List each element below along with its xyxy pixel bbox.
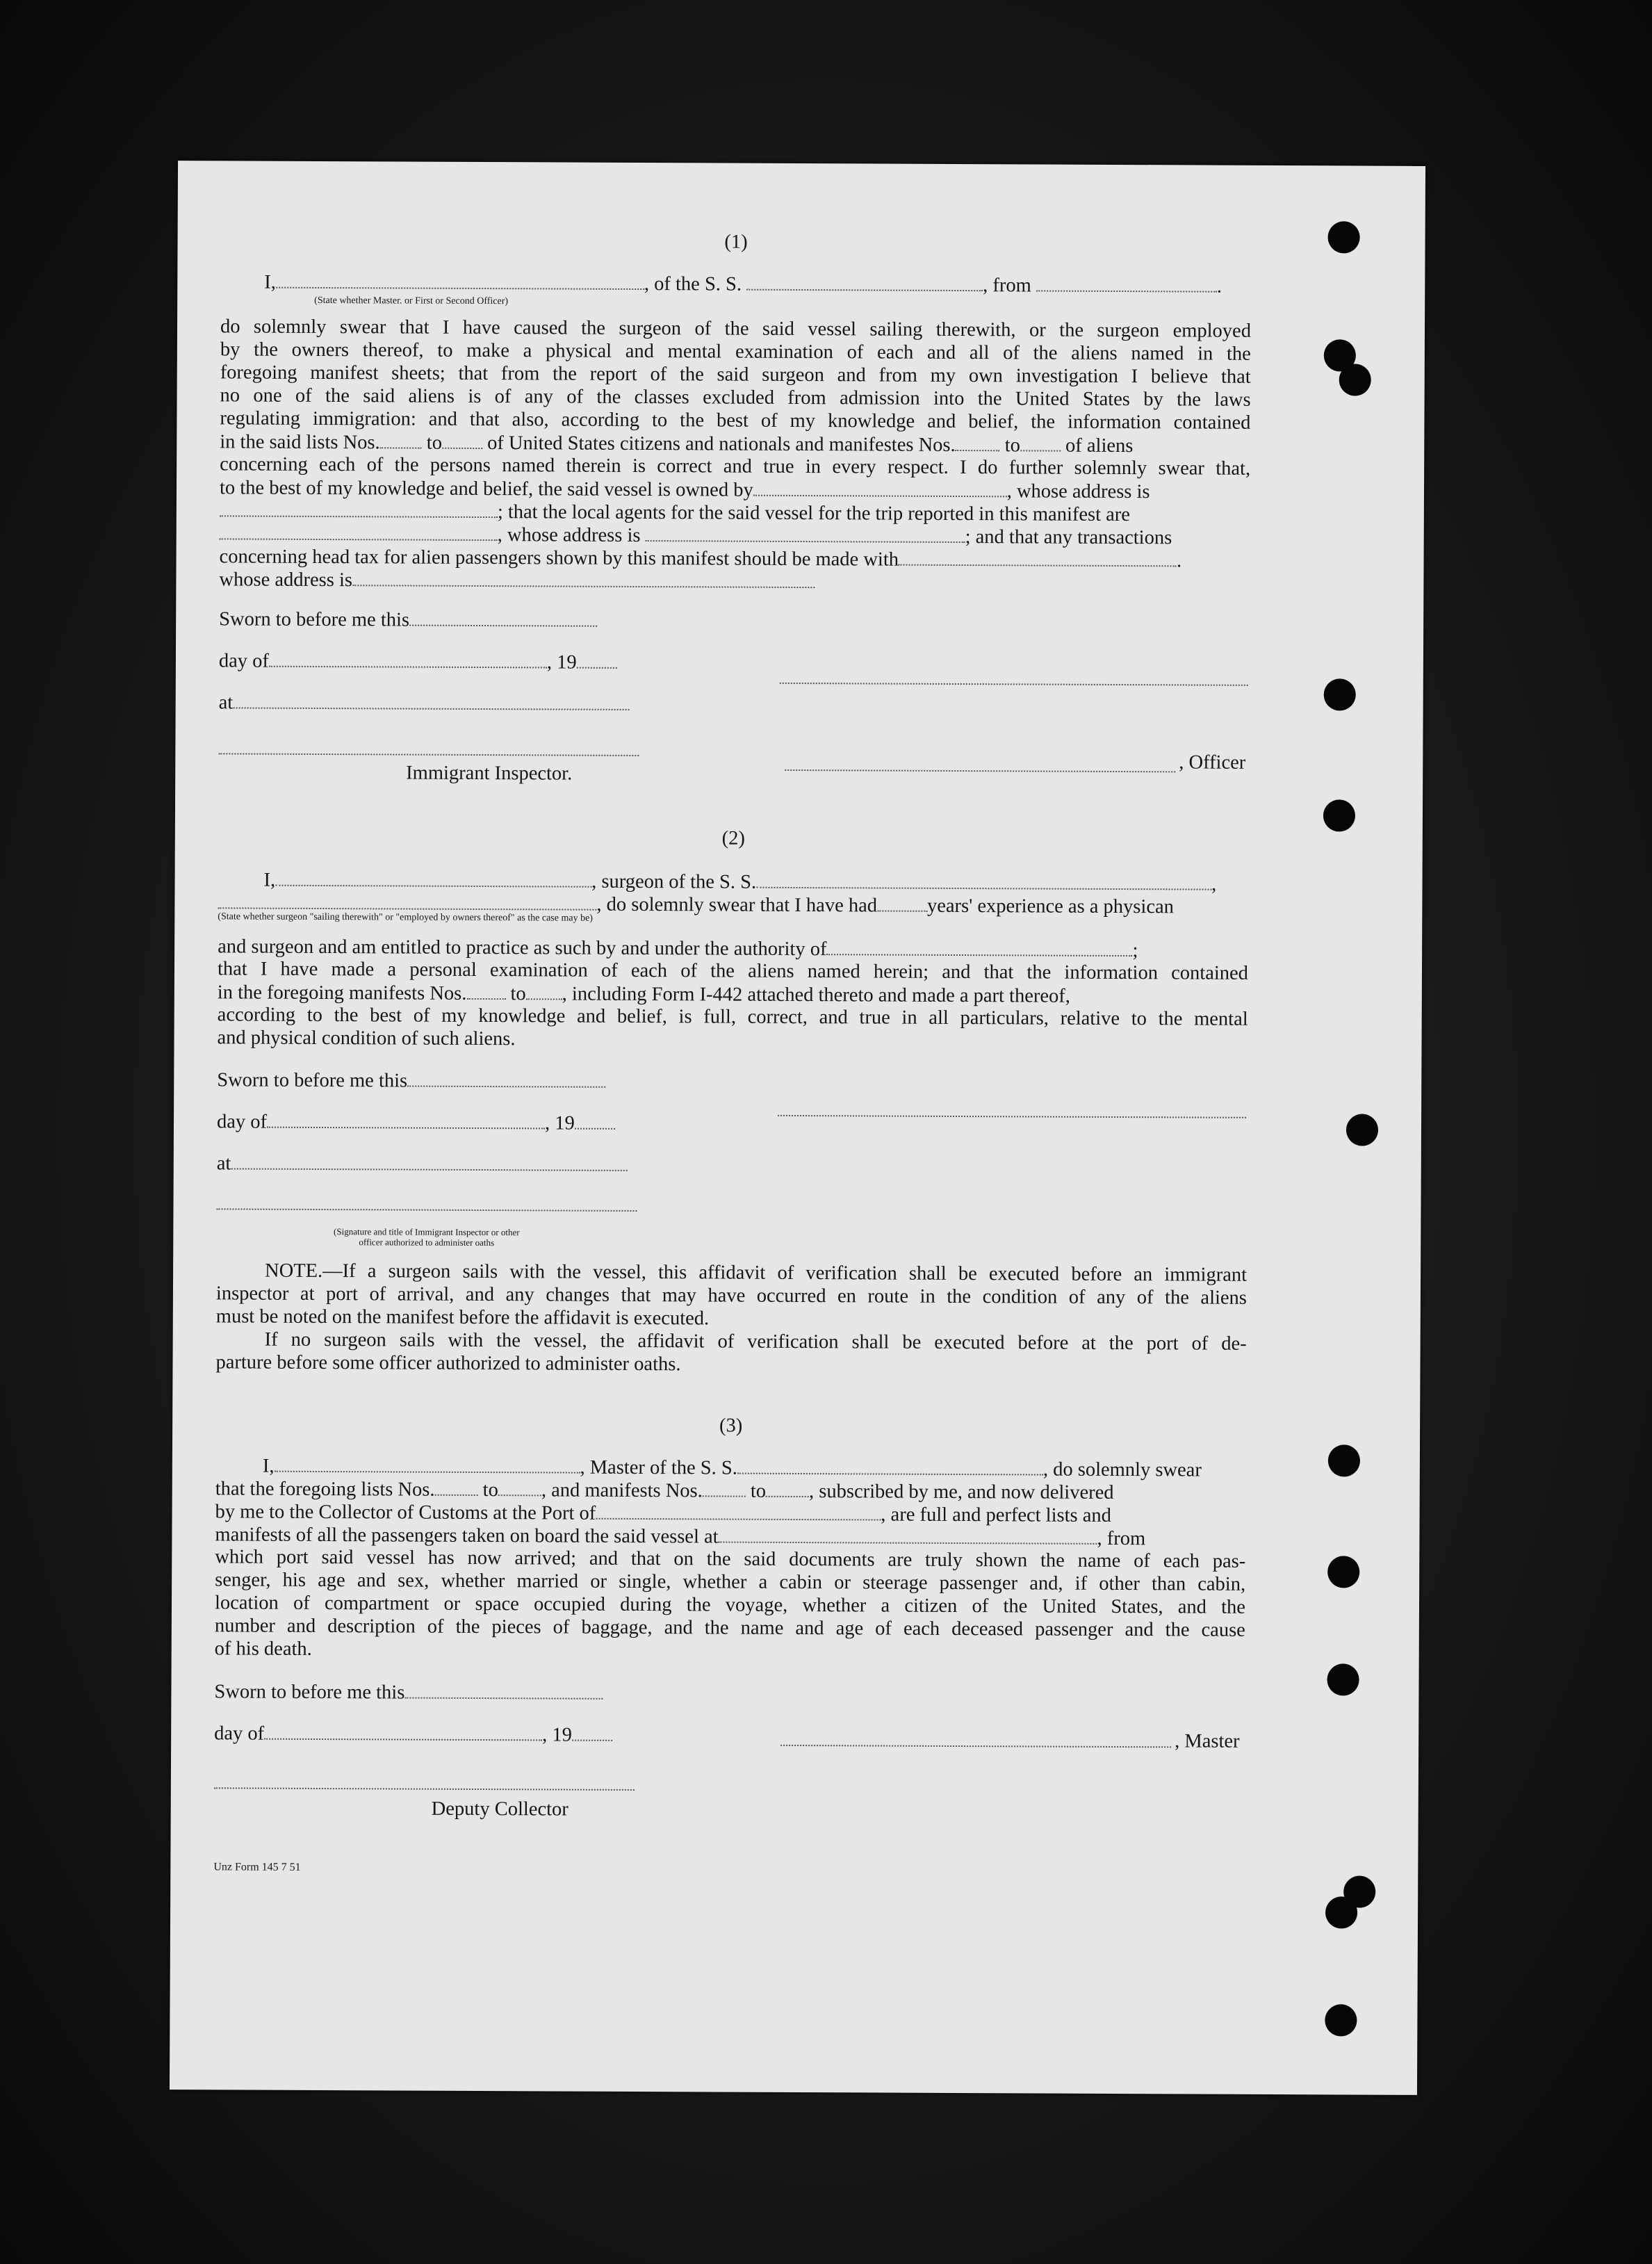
sec1-from-label: , from — [983, 275, 1031, 297]
sworn-day-field[interactable] — [404, 1681, 603, 1700]
sec2-semicolon: ; — [1132, 940, 1138, 962]
year-field[interactable] — [577, 651, 617, 669]
transactions-label: ; and that any transactions — [965, 526, 1172, 549]
sec1-para-line: by the owners thereof, to make a physical and mental examination of each and all of the aliens named in the — [220, 339, 1251, 365]
note-line: inspector at port of arrival, and any changes that may have occurred en route in the condition of any of the aliens — [215, 1282, 1248, 1309]
day-of-label: day of — [216, 1111, 268, 1133]
sec1-sworn — [219, 607, 597, 632]
binder-hole — [1339, 364, 1371, 396]
year-label: , 19 — [546, 651, 577, 674]
binder-hole — [1323, 799, 1355, 831]
agents-label: ; that the local agents for the said vessel for the trip reported in this manifest are — [497, 501, 1131, 526]
year-field[interactable] — [575, 1111, 615, 1130]
section-2-heading: (2) — [721, 827, 745, 849]
sec1-i: I, — [264, 271, 276, 293]
at-label: at — [216, 1153, 231, 1175]
binder-hole — [1346, 1114, 1378, 1146]
sec1-period: . — [1176, 550, 1182, 572]
surgeon-ship-field[interactable] — [756, 870, 1211, 890]
surgeon-status-field[interactable] — [218, 890, 596, 910]
surgeon-signature-line[interactable] — [778, 1114, 1246, 1118]
swear-label: , do solemnly swear — [1042, 1458, 1202, 1481]
sec3-para-line: of his death. — [214, 1638, 312, 1660]
from-port-field[interactable] — [1036, 273, 1217, 292]
month-field[interactable] — [267, 1110, 545, 1130]
to-label: to — [510, 983, 526, 1005]
month-field[interactable] — [269, 649, 547, 669]
sec1-para-line: foregoing manifest sheets; that from the report of the said surgeon and from my own investigation I believe that — [220, 361, 1251, 388]
years-label: years' experience as a physican — [926, 895, 1174, 918]
master-ss-label: , Master of the S. S. — [580, 1456, 737, 1479]
sec1-para-line: regulating immigration: and that also, according to the best of my knowledge and belief, the information contained — [220, 407, 1251, 434]
sec2-comma: , — [1211, 873, 1217, 895]
to-label: to — [482, 1479, 498, 1501]
aliens-label: of aliens — [1065, 434, 1134, 457]
at-label: at — [218, 692, 234, 714]
address-label: whose address is — [219, 569, 353, 592]
day-of-label: day of — [214, 1723, 265, 1745]
list-no-from-field[interactable] — [380, 430, 422, 448]
master-signature-line[interactable] — [780, 1743, 1171, 1748]
sworn-day-field[interactable] — [409, 608, 597, 627]
master-name-field[interactable] — [274, 1454, 580, 1474]
master-label: , Master — [1175, 1730, 1240, 1752]
sec3-day-of — [214, 1721, 612, 1746]
sec3-i: I, — [262, 1455, 275, 1477]
owner-field[interactable] — [753, 478, 1007, 498]
officer-note: (State whether Master. or First or Second Officer) — [314, 295, 509, 307]
sec3-para-line: senger, his age and sex, whether married or single, whether a cabin or steerage passenger and, if other than cabin, — [215, 1569, 1246, 1595]
port-label: by me to the Collector of Customs at the Port of — [215, 1501, 596, 1524]
sec1-period: . — [1216, 275, 1222, 298]
month-field[interactable] — [264, 1722, 542, 1741]
officer-signature-line-2[interactable] — [785, 768, 1175, 772]
sec2-para-2 — [217, 1003, 1248, 1053]
manifests-label: , and manifests Nos. — [541, 1479, 703, 1502]
master-manifest-from-field[interactable] — [703, 1479, 746, 1497]
taken-label: manifests of all the passengers taken on board the said vessel at — [215, 1524, 719, 1548]
form-page — [170, 161, 1425, 2095]
sec1-paragraph — [220, 315, 1251, 434]
binder-hole — [1327, 1556, 1359, 1588]
delivered-label: , subscribed by me, and now delivered — [809, 1481, 1114, 1504]
binder-hole — [1325, 2004, 1357, 2036]
master-ship-field[interactable] — [737, 1456, 1043, 1476]
swear-label: , do solemnly swear that I have had — [596, 893, 878, 917]
sworn-label: Sworn to before me this — [219, 608, 410, 631]
note-paragraph — [215, 1259, 1247, 1378]
years-field[interactable] — [877, 893, 927, 911]
signature-note-line: (Signature and title of Immigrant Inspector or other — [334, 1226, 520, 1238]
to-label: to — [426, 432, 443, 454]
master-manifest-to-field[interactable] — [766, 1479, 809, 1497]
binder-hole — [1328, 1444, 1360, 1476]
place-field[interactable] — [233, 690, 629, 710]
sec2-para-line: that I have made a personal examination of each of the aliens named herein; and that the information contained — [217, 958, 1249, 984]
sec1-ss-label: , of the S. S. — [644, 273, 742, 295]
sec3-sworn — [214, 1679, 603, 1704]
sworn-label: Sworn to before me this — [217, 1069, 408, 1092]
binder-hole — [1324, 678, 1356, 710]
surgeon-manifest-to-field[interactable] — [526, 982, 562, 1000]
sec2-at — [217, 1151, 628, 1177]
authority-label: and surgeon and am entitled to practice as such by and under the authority of — [218, 936, 827, 961]
year-field[interactable] — [572, 1723, 612, 1741]
officer-label: , Officer — [1179, 751, 1246, 774]
surgeon-ss-label: , surgeon of the S. S. — [591, 870, 757, 893]
binder-hole — [1325, 1896, 1357, 1928]
place-field[interactable] — [231, 1151, 627, 1171]
address-label: , whose address is — [497, 524, 641, 547]
signature-note-line: officer authorized to administer oaths — [359, 1237, 495, 1248]
sec1-day-of — [219, 649, 617, 674]
nos-label: in the said lists Nos. — [220, 431, 380, 454]
master-list-to-field[interactable] — [498, 1478, 541, 1496]
to-label: to — [1004, 434, 1021, 457]
binder-hole — [1327, 221, 1359, 253]
sec1-para-line: do solemnly swear that I have caused the surgeon of the said vessel sailing therewith, or the surgeon employed — [220, 316, 1252, 342]
master-list-from-field[interactable] — [435, 1478, 478, 1496]
authority-field[interactable] — [826, 937, 1132, 956]
lists-full-label: , are full and perfect lists and — [881, 1504, 1111, 1526]
form-footer: Unz Form 145 7 51 — [213, 1861, 301, 1873]
inspector-signature-line[interactable] — [216, 1207, 637, 1212]
agents-field[interactable] — [220, 521, 498, 541]
sec3-para-line: which port said vessel has now arrived; and that on the said documents are truly shown the name of each pas- — [215, 1546, 1246, 1572]
sec3-paragraph — [215, 1545, 1246, 1664]
to-label: to — [750, 1480, 767, 1502]
surgeon-name-field[interactable] — [275, 868, 591, 888]
headtax-address-field[interactable] — [352, 568, 815, 588]
sec2-para-line: and physical condition of such aliens. — [217, 1027, 516, 1050]
inspector-label: Immigrant Inspector. — [406, 762, 573, 785]
note-line: NOTE.—If a surgeon sails with the vessel, this affidavit of verification shall be executed before an immigrant — [265, 1260, 1248, 1286]
headtax-field[interactable] — [899, 548, 1177, 567]
officer-signature-line-1[interactable] — [780, 681, 1248, 686]
year-label: , 19 — [544, 1112, 575, 1134]
note-line: must be noted on the manifest before the affidavit is executed. — [215, 1305, 710, 1330]
section-1-heading: (1) — [724, 231, 748, 253]
collector-signature-line[interactable] — [214, 1786, 635, 1791]
manifests-label: of United States citizens and nationals and manifestes Nos. — [487, 432, 956, 456]
sec1-para-line: no one of the said aliens is of any of the classes excluded from admission into the United States by the laws — [220, 384, 1251, 411]
form-label: , including Form I-442 attached thereto and made a part thereof, — [562, 983, 1070, 1007]
sworn-label: Sworn to before me this — [214, 1681, 405, 1704]
owner-address-field[interactable] — [220, 498, 498, 518]
sec1-para-line: concerning each of the persons named therein is correct and true in every respect. I do further solemnly swear that, — [220, 453, 1251, 480]
manifest-no-to-field[interactable] — [1020, 433, 1061, 451]
sec2-i: I, — [263, 869, 276, 891]
owned-label: to the best of my knowledge and belief, the said vessel is owned by — [219, 477, 753, 501]
sec2-para-line: according to the best of my knowledge and belief, is full, correct, and true in all particulars, relative to the mental — [217, 1004, 1248, 1030]
note-line: parture before some officer authorized to administer oaths. — [215, 1351, 681, 1376]
collector-label: Deputy Collector — [431, 1798, 569, 1821]
sec1-oath-line — [220, 270, 1251, 298]
year-label: , 19 — [542, 1724, 573, 1746]
from-label: , from — [1097, 1527, 1146, 1550]
sworn-day-field[interactable] — [407, 1069, 605, 1088]
officer-field[interactable] — [276, 270, 644, 290]
sec3-para-line: number and description of the pieces of baggage, and the name and age of each deceased passenger and the cause — [214, 1615, 1245, 1641]
headtax-label: concerning head tax for alien passengers shown by this manifest should be made with — [219, 546, 899, 571]
inspector-signature-line[interactable] — [218, 751, 639, 756]
day-of-label: day of — [218, 650, 270, 672]
surgeon-note: (State whether surgeon "sailing therewith" or "employed by owners thereof" as the case may be) — [218, 911, 594, 924]
sec2-day-of — [217, 1109, 615, 1134]
sec1-whose-line — [219, 567, 1250, 595]
port-field[interactable] — [596, 1501, 881, 1521]
agents-address-field[interactable] — [646, 523, 965, 543]
list-no-to-field[interactable] — [442, 431, 482, 449]
ship-name-field[interactable] — [746, 272, 983, 291]
lists-label: that the foregoing lists Nos. — [215, 1478, 435, 1501]
sec1-at — [219, 690, 630, 716]
note-line: If no surgeon sails with the vessel, the affidavit of verification shall be executed before at the port of de- — [264, 1328, 1247, 1355]
embark-port-field[interactable] — [719, 1525, 1097, 1545]
sec3-para-line: location of compartment or space occupied during the voyage, whether a citizen of the United States, and the — [214, 1592, 1246, 1618]
section-3-heading: (3) — [719, 1415, 743, 1437]
signature-note — [244, 1226, 609, 1248]
surgeon-manifest-from-field[interactable] — [466, 982, 505, 1000]
address-label: , whose address is — [1006, 480, 1150, 503]
manifests-label: in the foregoing manifests Nos. — [217, 982, 467, 1004]
sec2-sworn — [217, 1068, 605, 1093]
binder-hole — [1327, 1663, 1359, 1695]
manifest-no-from-field[interactable] — [956, 433, 1000, 451]
